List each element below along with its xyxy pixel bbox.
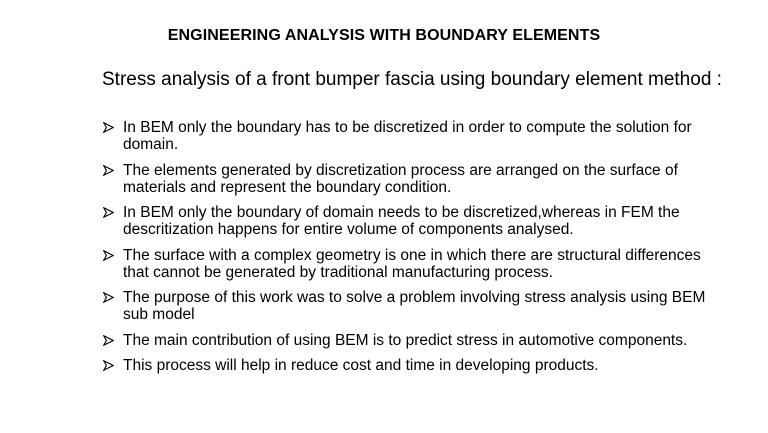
bullet-item [102, 357, 712, 374]
bullet-list [102, 119, 712, 383]
bullet-item [102, 204, 712, 238]
arrowhead-bullet-icon [102, 357, 123, 374]
bullet-text: This process will help in reduce cost and time in developing products. [123, 357, 599, 374]
bullet-text: The purpose of this work was to solve a problem involving stress analysis using BEM sub model [123, 289, 706, 323]
bullet-text: The elements generated by discretization process are arranged on the surface of materials and represent the boundary condition. [123, 161, 678, 196]
arrowhead-bullet-icon [102, 204, 123, 221]
bullet-text: In BEM only the boundary has to be discretized in order to compute the solution for domain. [123, 119, 692, 153]
bullet-text: In BEM only the boundary of domain needs to be discretized,whereas in FEM the descritization happens for entire volume of components analysed. [123, 204, 680, 238]
arrowhead-bullet-icon [102, 119, 123, 136]
arrowhead-bullet-icon [102, 247, 123, 264]
slide-subtitle: Stress analysis of a front bumper fascia using boundary element method : [102, 69, 722, 90]
bullet-item [102, 332, 712, 349]
bullet-item [102, 247, 712, 281]
arrowhead-bullet-icon [102, 289, 123, 306]
slide-title: ENGINEERING ANALYSIS WITH BOUNDARY ELEMENTS [167, 27, 601, 44]
arrowhead-bullet-icon [102, 332, 123, 349]
arrowhead-bullet-icon [102, 162, 123, 179]
bullet-item [102, 119, 712, 153]
bullet-item [102, 162, 712, 196]
bullet-item [102, 289, 712, 323]
bullet-text: The main contribution of using BEM is to predict stress in automotive components. [123, 331, 688, 349]
bullet-text: The surface with a complex geometry is one in which there are structural differences that cannot be generated by traditional manufacturing process. [123, 246, 701, 281]
